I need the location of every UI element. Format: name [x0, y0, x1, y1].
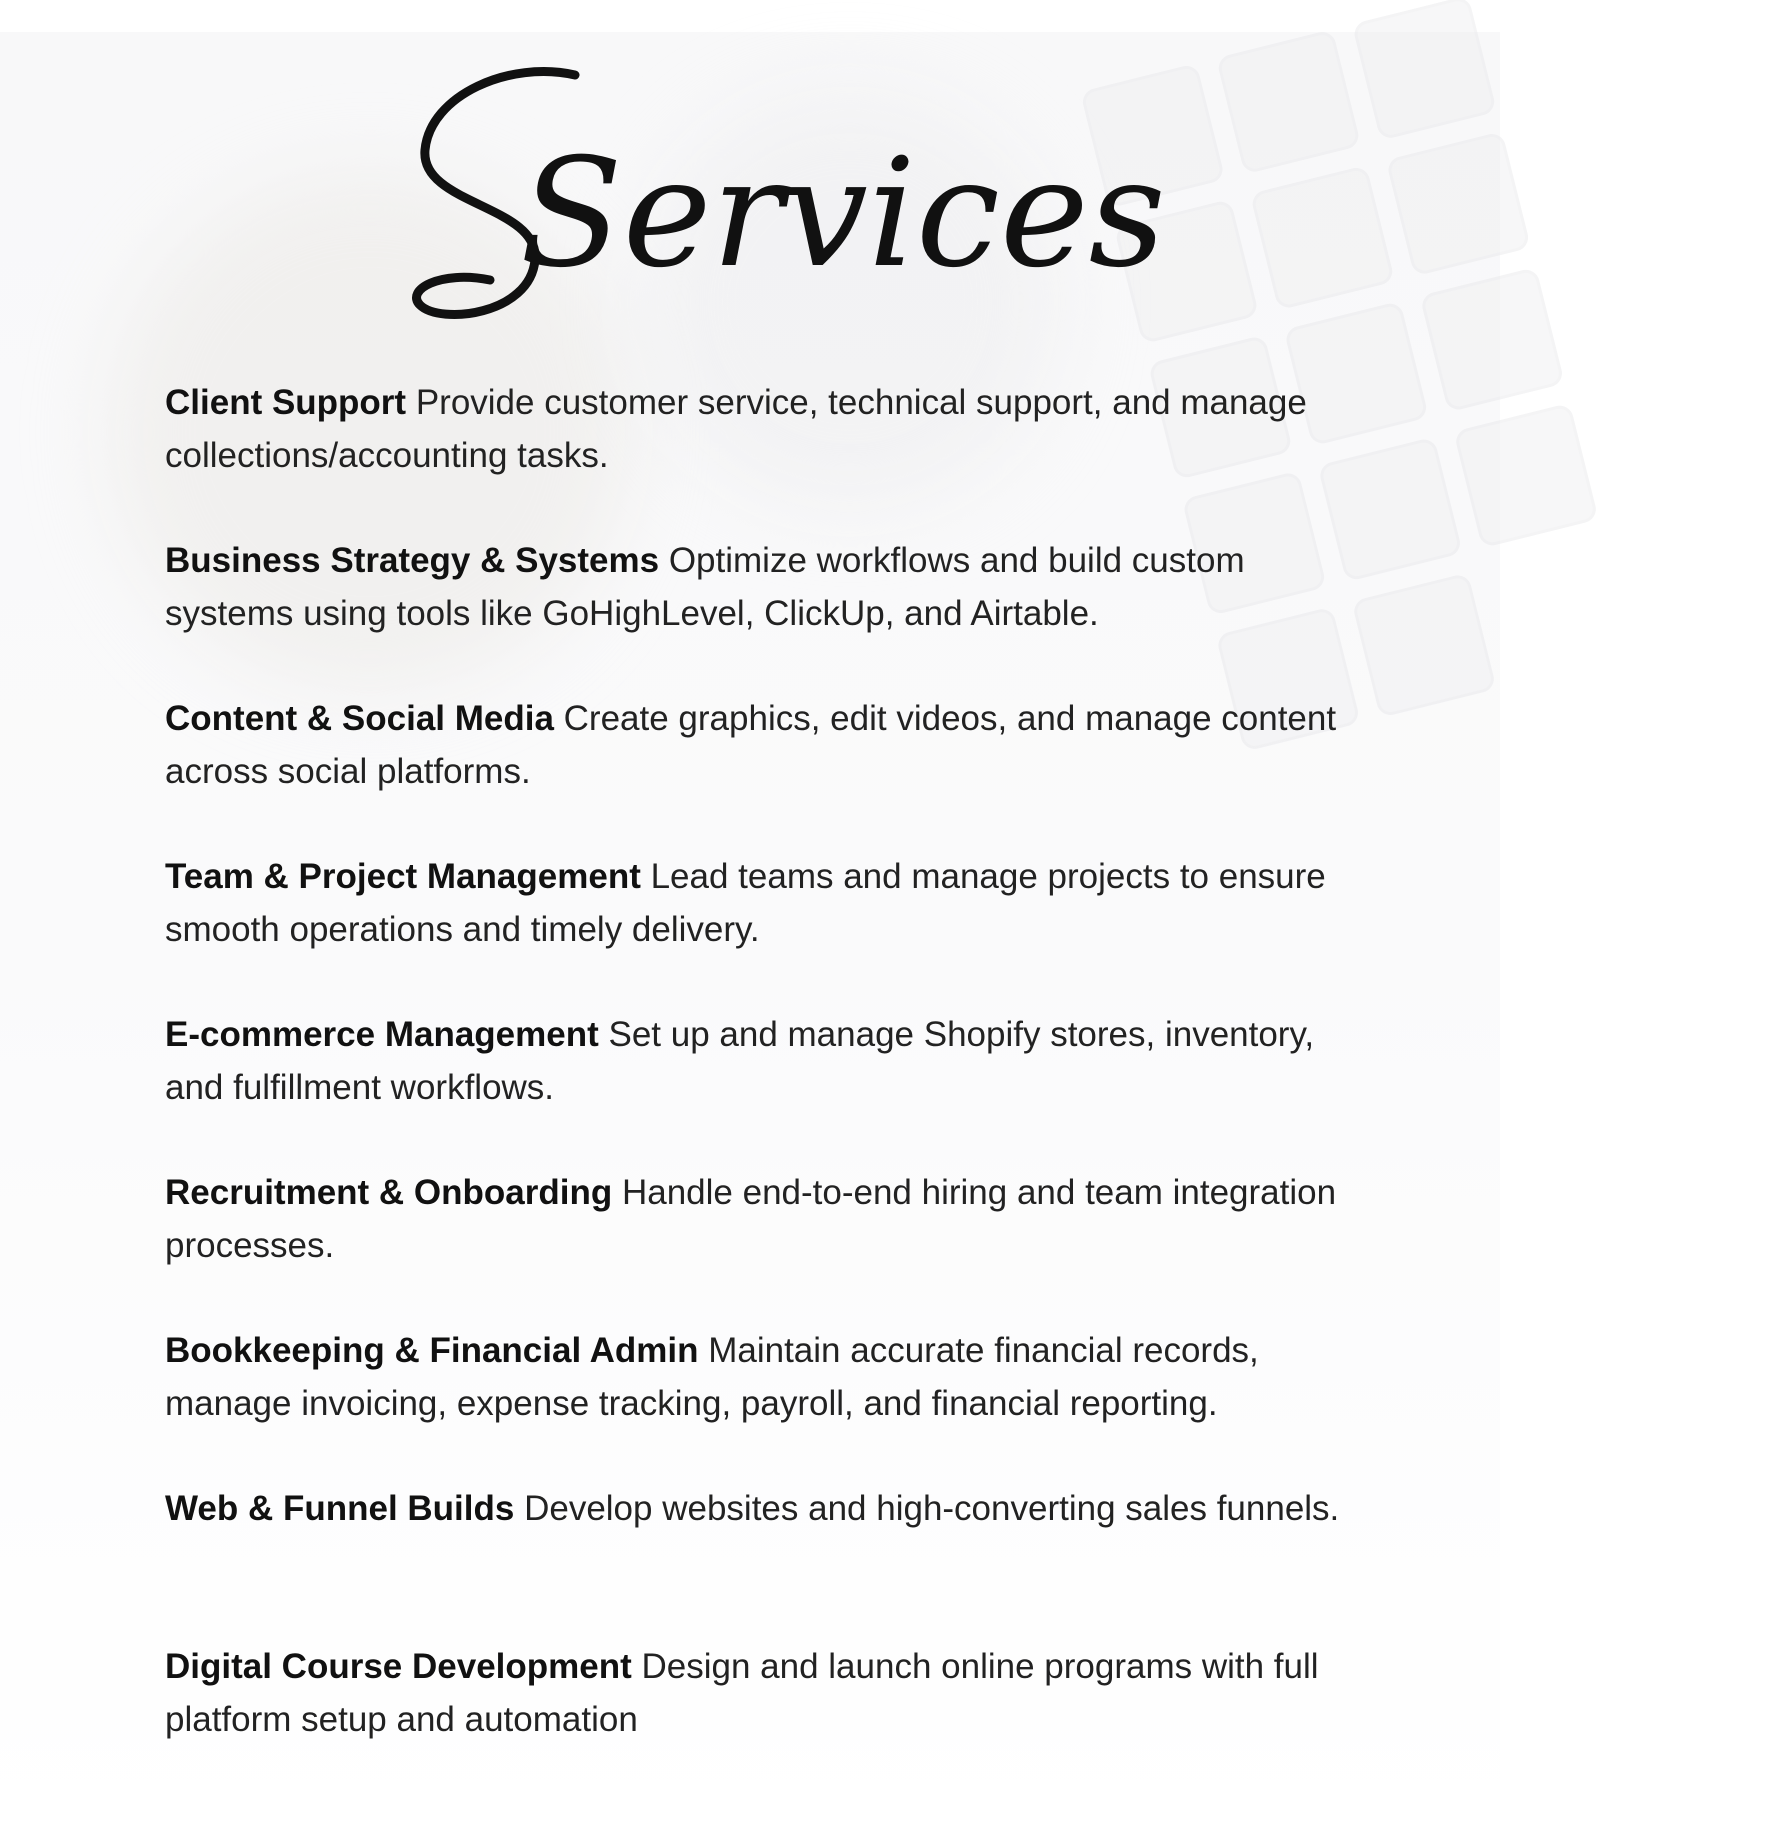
service-description: Design and launch online programs with full platform setup and automation: [165, 1647, 1319, 1739]
service-item: [165, 376, 1345, 534]
page-title: [400, 55, 1166, 345]
service-item: [165, 1008, 1345, 1166]
service-name: Recruitment & Onboarding: [165, 1173, 622, 1212]
service-description: Develop websites and high-converting sales funnels.: [524, 1489, 1340, 1528]
service-description: Create graphics, edit videos, and manage content across social platforms.: [165, 699, 1337, 791]
service-item: [165, 850, 1345, 1008]
service-name: Digital Course Development: [165, 1647, 642, 1686]
services-list: [165, 376, 1345, 1798]
service-description: Provide customer service, technical support, and manage collections/accounting tasks.: [165, 383, 1307, 475]
service-item: [165, 1482, 1345, 1640]
service-item: [165, 1166, 1345, 1324]
service-description: Lead teams and manage projects to ensure smooth operations and timely delivery.: [165, 857, 1326, 949]
service-name: E-commerce Management: [165, 1015, 609, 1054]
service-description: Optimize workflows and build custom systems using tools like GoHighLevel, ClickUp, and Airtable.: [165, 541, 1245, 633]
service-name: Web & Funnel Builds: [165, 1489, 525, 1528]
service-item: [165, 1640, 1345, 1798]
service-item: [165, 534, 1345, 692]
title-text: Services: [520, 127, 1166, 301]
service-name: Bookkeeping & Financial Admin: [165, 1331, 709, 1370]
service-name: Team & Project Management: [165, 857, 651, 896]
service-description: Set up and manage Shopify stores, inventory, and fulfillment workflows.: [165, 1015, 1315, 1107]
title-script-graphic: [400, 55, 1166, 345]
service-item: [165, 692, 1345, 850]
service-name: Content & Social Media: [165, 699, 564, 738]
service-name: Business Strategy & Systems: [165, 541, 669, 580]
service-name: Client Support: [165, 383, 416, 422]
service-description: Maintain accurate financial records, manage invoicing, expense tracking, payroll, and financial reporting.: [165, 1331, 1259, 1423]
service-item: [165, 1324, 1345, 1482]
service-description: Handle end-to-end hiring and team integration processes.: [165, 1173, 1337, 1265]
